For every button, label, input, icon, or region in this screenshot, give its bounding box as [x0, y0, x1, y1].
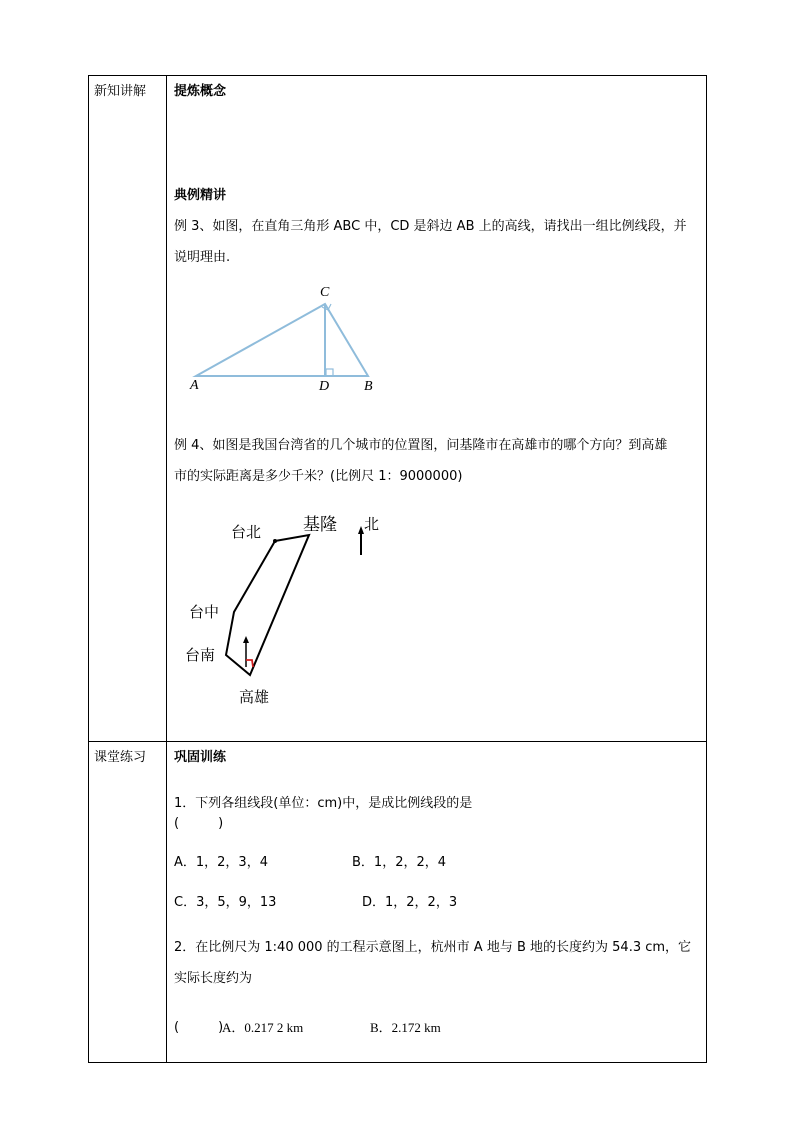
- city-label-taizhong: 台中: [189, 603, 220, 621]
- city-label-taibei: 台北: [231, 523, 262, 541]
- q2-option-a: A．0.217 2 km: [222, 1020, 304, 1035]
- q1-stem: 1．下列各组线段(单位：cm)中，是成比例线段的是: [174, 796, 473, 811]
- q2-option-b: B．2.172 km: [370, 1020, 441, 1035]
- gaoxiong-angle-mark: [246, 660, 253, 667]
- city-label-gaoxiong: 高雄: [239, 688, 270, 706]
- q1-option-c: C．3，5，9，13: [174, 895, 277, 910]
- vertex-label-a: A: [190, 378, 199, 393]
- vertex-label-c: C: [320, 285, 330, 300]
- city-label-tainan: 台南: [185, 646, 216, 664]
- vertex-label-b: B: [364, 379, 373, 394]
- concept-heading: 提炼概念: [174, 84, 227, 99]
- example3-text-line2: 说明理由.: [174, 250, 231, 265]
- practice-heading: 巩固训练: [174, 750, 227, 765]
- q1-answer-paren: ( ): [174, 816, 224, 831]
- row-label-new-knowledge: 新知讲解: [94, 84, 147, 99]
- example4-text-line2: 市的实际距离是多少千米？(比例尺 1：9000000): [174, 469, 463, 484]
- example4-text-line1: 例 4、如图是我国台湾省的几个城市的位置图，问基隆市在高雄市的哪个方向？到高雄: [174, 438, 668, 453]
- vertex-label-d: D: [319, 379, 330, 394]
- q2-answer-paren: ( ): [174, 1020, 224, 1035]
- example-heading: 典例精讲: [174, 188, 227, 203]
- north-label: 北: [364, 515, 380, 533]
- gaoxiong-north-arrow-head: [243, 636, 249, 643]
- q2-stem-line1: 2．在比例尺为 1:40 000 的工程示意图上，杭州市 A 地与 B 地的长度约为 54.3 cm，它: [174, 940, 692, 955]
- q1-option-a: A．1，2，3，4: [174, 855, 268, 870]
- example3-text-line1: 例 3、如图，在直角三角形 ABC 中，CD 是斜边 AB 上的高线，请找出一组比例线段，并: [174, 219, 687, 234]
- row-label-class-practice: 课堂练习: [94, 750, 147, 765]
- q1-option-b: B．1，2，2，4: [352, 855, 447, 870]
- q1-option-d: D．1，2，2，3: [362, 895, 458, 910]
- city-label-jilong: 基隆: [303, 515, 337, 535]
- taibei-dot: [273, 539, 277, 543]
- map-outline: [226, 535, 309, 675]
- q2-stem-line2: 实际长度约为: [174, 971, 253, 986]
